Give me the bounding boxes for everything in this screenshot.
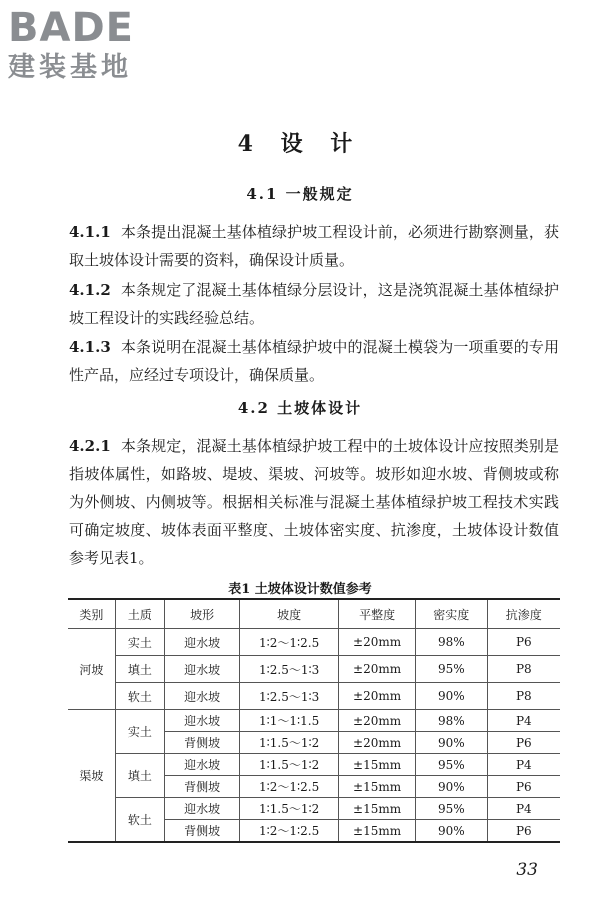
- category-cell: 渠坡: [68, 710, 115, 843]
- clause-number: 4.1.2: [69, 281, 111, 299]
- slope-cell: 1∶2.5～1∶3: [240, 656, 339, 683]
- table-row: [68, 656, 560, 683]
- density-cell: 90%: [416, 732, 488, 754]
- form-cell: 迎水坡: [165, 754, 240, 776]
- flatness-cell: ±15mm: [339, 776, 416, 798]
- column-header: 抗渗度: [487, 599, 560, 629]
- density-cell: 98%: [416, 629, 488, 656]
- slope-cell: 1∶1.5～1∶2: [240, 754, 339, 776]
- seepage-cell: P4: [487, 798, 560, 820]
- paragraph: [69, 218, 559, 274]
- slope-cell: 1∶2～1∶2.5: [240, 820, 339, 843]
- seepage-cell: P6: [487, 820, 560, 843]
- slope-cell: 1∶1～1∶1.5: [240, 710, 339, 732]
- column-header: 土质: [115, 599, 164, 629]
- flatness-cell: ±15mm: [339, 798, 416, 820]
- logo-latin-text: BADE: [8, 5, 134, 51]
- soil-cell: 填土: [115, 754, 164, 798]
- flatness-cell: ±20mm: [339, 656, 416, 683]
- soil-cell: 软土: [115, 798, 164, 843]
- soil-cell: 实土: [115, 629, 164, 656]
- page-number: 33: [516, 860, 538, 880]
- clause-text: 本条提出混凝土基体植绿护坡工程设计前，必须进行勘察测量，获取土坡体设计需要的资料，确保设计质量。: [69, 223, 559, 269]
- seepage-cell: P6: [487, 732, 560, 754]
- density-cell: 90%: [416, 776, 488, 798]
- brand-logo: [8, 6, 178, 84]
- slope-cell: 1∶1.5～1∶2: [240, 798, 339, 820]
- slope-cell: 1∶2～1∶2.5: [240, 776, 339, 798]
- soil-cell: 软土: [115, 683, 164, 710]
- table-row: [68, 629, 560, 656]
- table-row: [68, 754, 560, 776]
- clause-text: 本条说明在混凝土基体植绿护坡中的混凝土模袋为一项重要的专用性产品，应经过专项设计，确保质量。: [69, 338, 559, 384]
- paragraph: [69, 276, 559, 332]
- seepage-cell: P8: [487, 683, 560, 710]
- clause-text: 本条规定，混凝土基体植绿护坡工程中的土坡体设计应按照类别是指坡体属性，如路坡、堤坡、渠坡、河坡等。坡形如迎水坡、背侧坡或称为外侧坡、内侧坡等。根据相关标准与混凝土基体植绿护坡工程技术实践可确定坡度、坡体表面平整度、土坡体密实度、抗渗度，土坡体设计数值参考见表1。: [69, 437, 559, 567]
- flatness-cell: ±20mm: [339, 710, 416, 732]
- paragraph: [69, 432, 559, 572]
- column-header: 平整度: [339, 599, 416, 629]
- table-row: [68, 798, 560, 820]
- category-cell: 河坡: [68, 629, 115, 710]
- slope-cell: 1∶2～1∶2.5: [240, 629, 339, 656]
- flatness-cell: ±15mm: [339, 754, 416, 776]
- column-header: 类别: [68, 599, 115, 629]
- chapter-title: 4 设 计: [237, 131, 363, 157]
- clause-number: 4.1.3: [69, 338, 111, 356]
- clause-number: 4.1.1: [69, 223, 111, 241]
- density-cell: 95%: [416, 798, 488, 820]
- flatness-cell: ±20mm: [339, 683, 416, 710]
- density-cell: 90%: [416, 820, 488, 843]
- density-cell: 95%: [416, 656, 488, 683]
- column-header: 坡度: [240, 599, 339, 629]
- column-header: 坡形: [165, 599, 240, 629]
- density-cell: 98%: [416, 710, 488, 732]
- form-cell: 迎水坡: [165, 629, 240, 656]
- flatness-cell: ±15mm: [339, 820, 416, 843]
- table-caption: 表1 土坡体设计数值参考: [228, 582, 372, 597]
- column-header: 密实度: [416, 599, 488, 629]
- form-cell: 背侧坡: [165, 732, 240, 754]
- form-cell: 迎水坡: [165, 710, 240, 732]
- seepage-cell: P4: [487, 754, 560, 776]
- table-row: [68, 710, 560, 732]
- section-heading: 4.1 一般规定: [246, 185, 354, 203]
- density-cell: 95%: [416, 754, 488, 776]
- slope-cell: 1∶2.5～1∶3: [240, 683, 339, 710]
- clause-text: 本条规定了混凝土基体植绿分层设计，这是浇筑混凝土基体植绿护坡工程设计的实践经验总结。: [69, 281, 559, 327]
- form-cell: 迎水坡: [165, 798, 240, 820]
- section-heading: 4.2 土坡体设计: [237, 399, 363, 417]
- seepage-cell: P4: [487, 710, 560, 732]
- logo-chinese-text: 建装基地: [8, 52, 132, 83]
- slope-design-table: [68, 598, 560, 843]
- soil-cell: 实土: [115, 710, 164, 754]
- seepage-cell: P8: [487, 656, 560, 683]
- form-cell: 背侧坡: [165, 820, 240, 843]
- flatness-cell: ±20mm: [339, 629, 416, 656]
- form-cell: 背侧坡: [165, 776, 240, 798]
- table-header-row: [68, 599, 560, 629]
- table-row: [68, 683, 560, 710]
- slope-cell: 1∶1.5～1∶2: [240, 732, 339, 754]
- soil-cell: 填土: [115, 656, 164, 683]
- flatness-cell: ±20mm: [339, 732, 416, 754]
- density-cell: 90%: [416, 683, 488, 710]
- form-cell: 迎水坡: [165, 656, 240, 683]
- paragraph: [69, 333, 559, 389]
- seepage-cell: P6: [487, 776, 560, 798]
- clause-number: 4.2.1: [69, 437, 111, 455]
- form-cell: 迎水坡: [165, 683, 240, 710]
- seepage-cell: P6: [487, 629, 560, 656]
